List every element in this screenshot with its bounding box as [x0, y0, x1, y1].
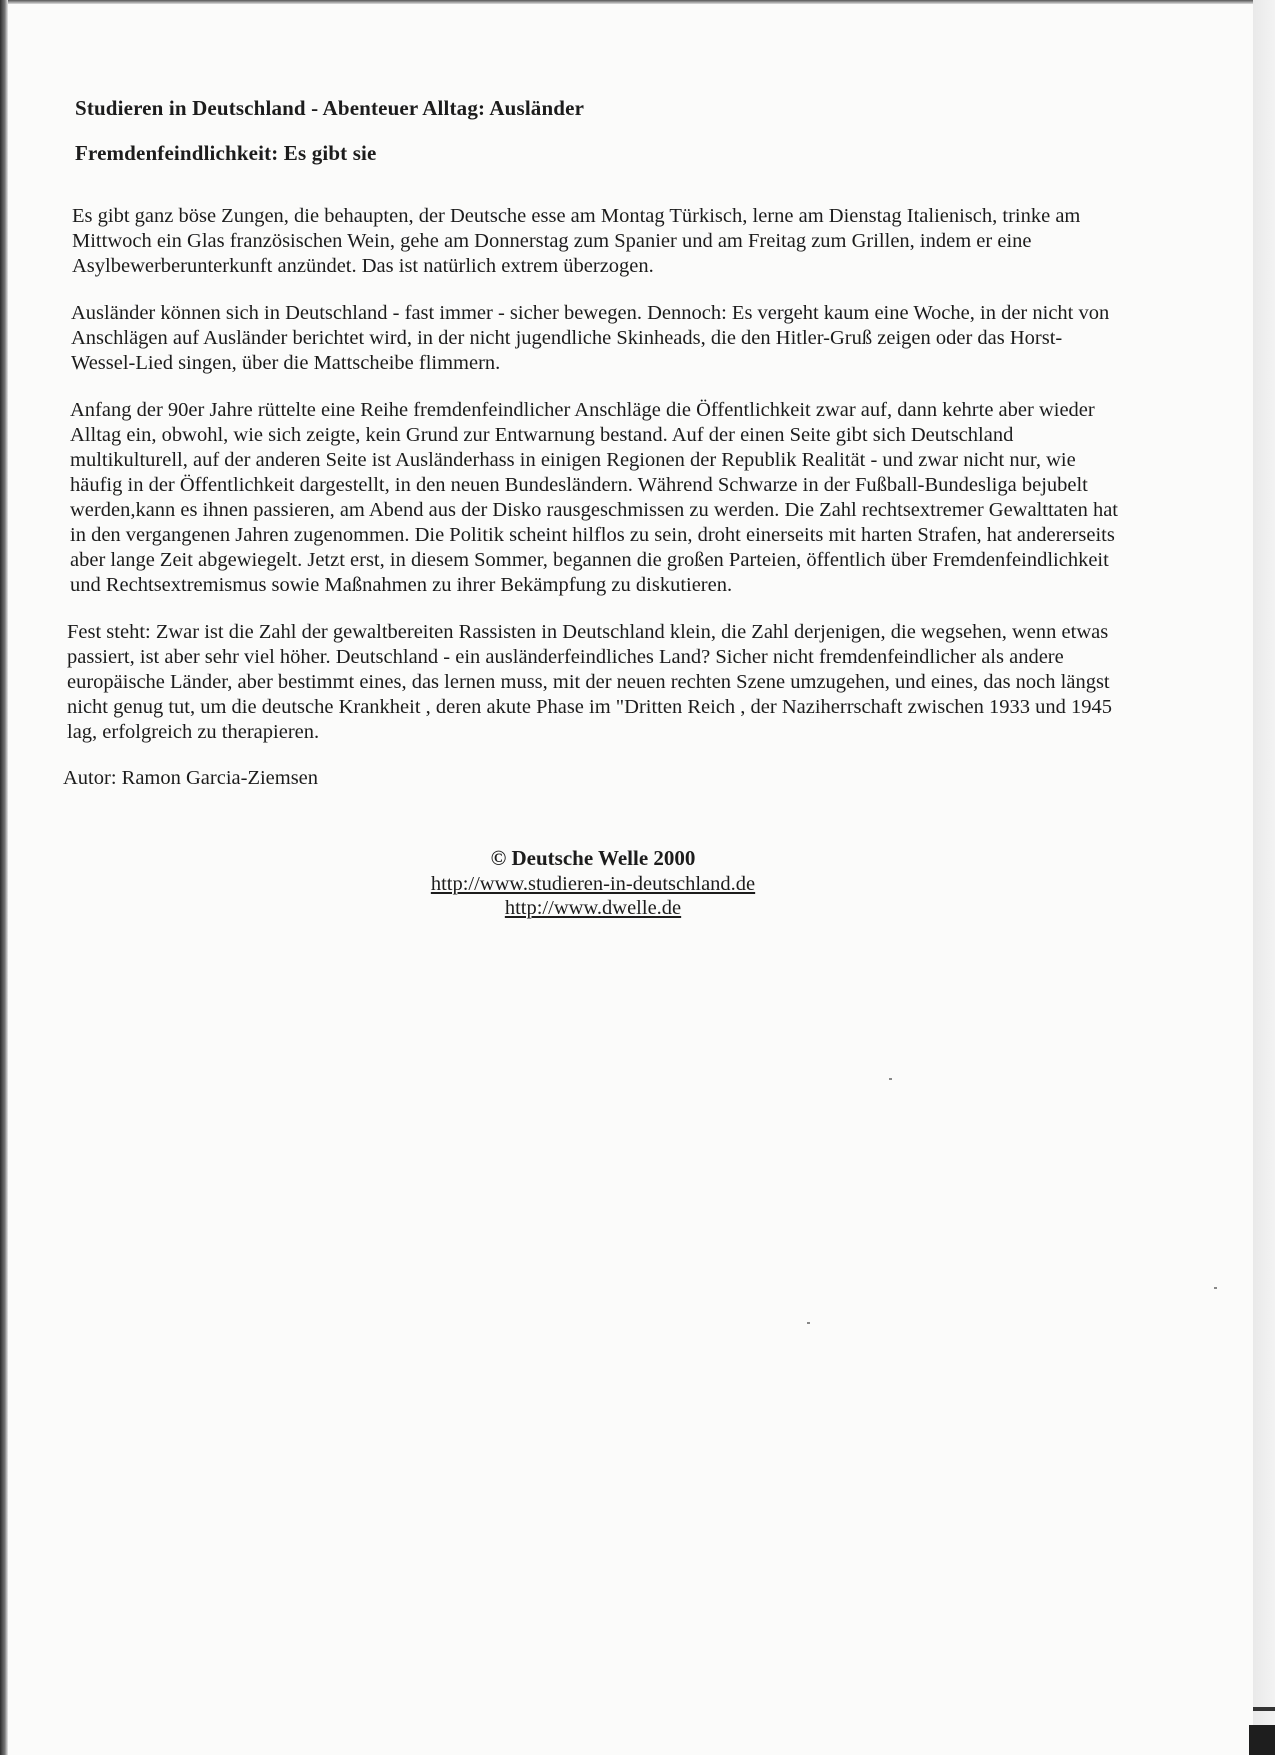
footer — [63, 845, 1123, 920]
link-studieren[interactable]: http://www.studieren-in-deutschland.de — [430, 873, 756, 895]
scan-corner-mark — [1249, 1725, 1275, 1755]
scan-left-edge — [0, 0, 8, 1755]
scan-speck — [807, 1322, 810, 1324]
paragraph-2: Ausländer können sich in Deutschland - fast immer - sicher bewegen. Dennoch: Es vergeht kaum eine Woche, in der nicht von Anschlägen auf Ausländer berichtet wird, in der nicht jugendliche Skinheads, die den Hitler-Gruß zeigen oder das Horst-Wessel-Lied singen, über die Mattscheibe flimmern. — [71, 302, 1110, 374]
document-page — [63, 92, 1123, 920]
scan-right-margin — [1253, 0, 1275, 1755]
scan-speck — [889, 1078, 892, 1080]
article-body — [63, 204, 1123, 790]
document-title: Studieren in Deutschland - Abenteuer Alltag: Ausländer — [75, 96, 585, 120]
paragraph-3: Anfang der 90er Jahre rüttelte eine Reihe fremdenfeindlicher Anschläge die Öffentlichkeit zwar auf, dann kehrte aber wieder Alltag ein, obwohl, wie sich zeigte, kein Grund zur Entwarnung bestand. Auf der einen Seite gibt sich Deutschland multikulturell, auf der anderen Seite ist Ausländerhass in einigen Regionen der Republik Realität - und zwar nicht nur, wie häufig in der Öffentlichkeit dargestellt, in den neuen Bundesländern. Während Schwarze in der Fußball-Bundesliga bejubelt werden,kann es ihnen passieren, am Abend aus der Disko rausgeschmissen zu werden. Die Zahl rechtsextremer Gewalttaten hat in den vergangenen Jahren zugenommen. Die Politik scheint hilflos zu sein, droht einerseits mit harten Strafen, hat andererseits aber lange Zeit abgewiegelt. Jetzt erst, in diesem Sommer, begannen die großen Parteien, öffentlich über Fremdenfeindlichkeit und Rechtsextremismus sowie Maßnahmen zu ihrer Bekämpfung zu diskutieren. — [70, 399, 1118, 596]
author-line: Autor: Ramon Garcia-Ziemsen — [63, 767, 319, 789]
document-subtitle: Fremdenfeindlichkeit: Es gibt sie — [75, 141, 377, 165]
paragraph-4: Fest steht: Zwar ist die Zahl der gewaltbereiten Rassisten in Deutschland klein, die Zahl derjenigen, die wegsehen, wenn etwas passiert, ist aber sehr viel höher. Deutschland - ein ausländerfeindliches Land? Sicher nicht fremdenfeindlicher als andere europäische Länder, aber bestimmt eines, das lernen muss, mit der neuen rechten Szene umzugehen, und eines, das noch längst nicht genug tut, um die deutsche Krankheit , deren akute Phase im "Dritten Reich , der Naziherrschaft zwischen 1933 und 1945 lag, erfolgreich zu therapieren. — [67, 621, 1113, 743]
paragraph-1: Es gibt ganz böse Zungen, die behaupten, der Deutsche esse am Montag Türkisch, lerne am Dienstag Italienisch, trinke am Mittwoch ein Glas französischen Wein, gehe am Donnerstag zum Spanier und am Freitag zum Grillen, indem er eine Asylbewerberunterkunft anzündet. Das ist natürlich extrem überzogen. — [72, 205, 1081, 277]
scan-speck — [1214, 1287, 1217, 1289]
scan-corner-line — [1253, 1707, 1275, 1711]
link-dwelle[interactable]: http://www.dwelle.de — [504, 897, 682, 919]
scan-top-edge — [0, 0, 1275, 4]
copyright-notice: © Deutsche Welle 2000 — [490, 846, 696, 870]
